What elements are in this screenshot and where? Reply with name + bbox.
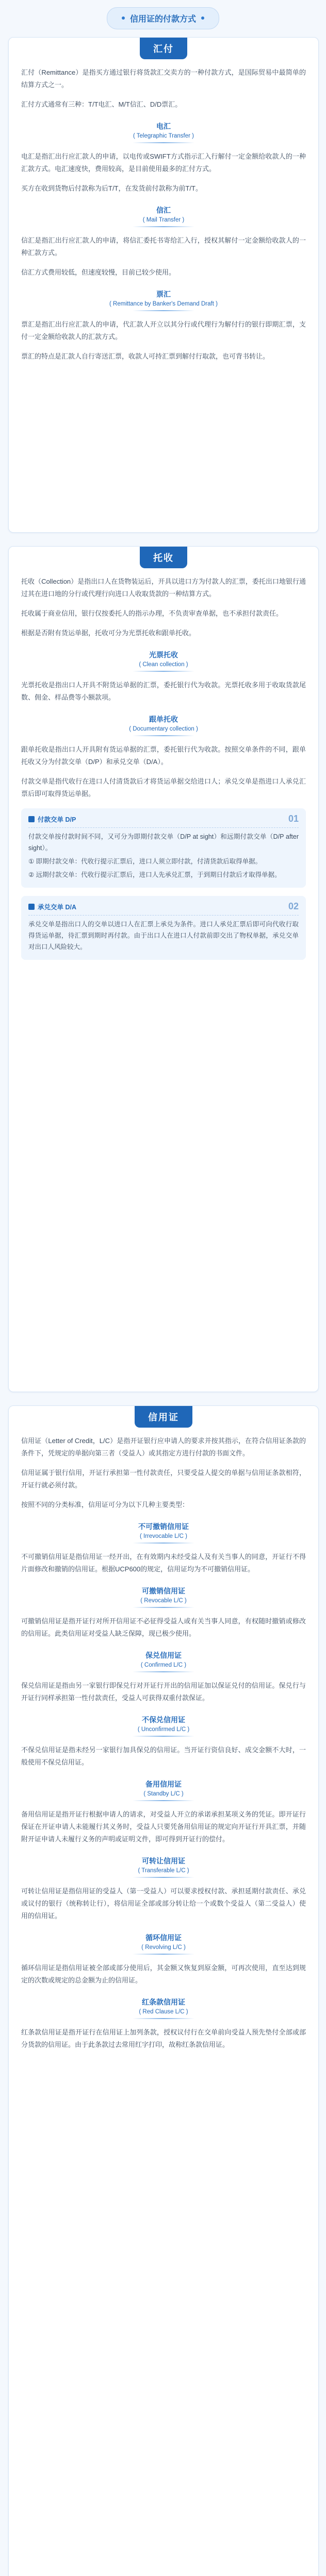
banner-title: 信用证的付款方式	[129, 14, 196, 24]
divider	[133, 1671, 194, 1672]
paragraph: 信汇方式费用较低，但速度较慢，目前已较少使用。	[21, 268, 176, 276]
note-card	[21, 808, 306, 888]
note-number: 02	[288, 901, 299, 911]
subheading-cn: 红条款信用证	[142, 1998, 185, 2006]
note-header	[28, 901, 299, 916]
subheading-cn: 保兑信用证	[145, 1651, 182, 1659]
subheading-en: ( Mail Transfer )	[142, 217, 185, 223]
subheading-cn: 不可撤销信用证	[138, 1522, 189, 1531]
note-text: ① 即期付款交单：代收行提示汇票后，进口人须立即付款，付清货款后取得单据。	[28, 858, 262, 865]
divider	[133, 1736, 194, 1737]
divider	[133, 310, 194, 311]
note-card	[21, 896, 306, 960]
square-icon	[28, 816, 35, 822]
paragraph: 跟单托收是指出口人开具附有货运单据的汇票，委托银行代为收款。按照交单条件的不同，跟单托收又分为付款交单（D/P）和承兑交单（D/A）。	[21, 745, 306, 766]
subheading-cn: 票汇	[156, 290, 171, 298]
divider	[133, 226, 194, 227]
subheading-cn: 不保兑信用证	[142, 1716, 185, 1724]
subheading	[9, 650, 318, 672]
subheading-en: ( Standby L/C )	[143, 1791, 184, 1797]
note-text: 付款交单按付款时间不同，又可分为即期付款交单（D/P at sight）和远期付款交单（D/P after sight）。	[28, 833, 299, 852]
subheading-en: ( Revocable L/C )	[140, 1598, 187, 1604]
divider	[133, 735, 194, 736]
subheading	[9, 1521, 318, 1544]
paragraph: 循环信用证是指信用证被全部或部分使用后，其金额又恢复到原金额，可再次使用，直至达到规定的次数或规定的总金额为止的信用证。	[21, 1964, 306, 1984]
section-collection	[8, 546, 319, 1392]
paragraph: 信用证（Letter of Credit，L/C）是指开证银行应申请人的要求并按其指示，在符合信用证条款的条件下，凭规定的单据向第三者（受益人）或其指定方进行付款的书面文件。	[21, 1437, 306, 1457]
paragraph: 票汇的特点是汇款人自行寄送汇票，收款人可持汇票到解付行取款，也可背书转让。	[21, 352, 270, 360]
subheading-en: ( Confirmed L/C )	[140, 1662, 187, 1668]
paragraph: 光票托收是指出口人开具不附货运单据的汇票，委托银行代为收款。光票托收多用于收取货款尾数、佣金、样品费等小额款项。	[21, 681, 306, 701]
subheading	[9, 1586, 318, 1608]
section-title: 信用证	[135, 1406, 192, 1428]
subheading-cn: 可转让信用证	[142, 1857, 185, 1865]
subheading-cn: 可撤销信用证	[142, 1587, 185, 1595]
note-header	[28, 814, 299, 828]
subheading-en: ( Remittance by Banker's Demand Draft )	[109, 301, 218, 307]
paragraph: 不保兑信用证是指未经另一家银行加具保兑的信用证。当开证行资信良好、成交金额不大时，一般使用不保兑信用证。	[21, 1746, 306, 1766]
paragraph: 托收（Collection）是指出口人在货物装运后，开具以进口方为付款人的汇票，委托出口地银行通过其在进口地的分行或代理行向进口人收取货款的一种结算方式。	[21, 578, 306, 598]
subheading	[9, 289, 318, 311]
divider	[133, 2018, 194, 2019]
subheading-en: ( Unconfirmed L/C )	[137, 1726, 190, 1733]
paragraph: 可撤销信用证是指开证行对所开信用证不必征得受益人或有关当事人同意，有权随时撤销或修改的信用证。此类信用证对受益人缺乏保障，现已极少使用。	[21, 1617, 306, 1637]
subheading	[9, 1715, 318, 1737]
section-title: 汇付	[140, 38, 187, 59]
divider	[133, 1877, 194, 1878]
subheading	[9, 1997, 318, 2019]
dot-icon	[201, 16, 204, 20]
paragraph: 汇付（Remittance）是指买方通过银行将货款汇交卖方的一种付款方式，是国际贸易中最简单的结算方式之一。	[21, 69, 306, 89]
divider	[133, 1543, 194, 1544]
paragraph: 买方在收到货物后付款称为后T/T，在发货前付款称为前T/T。	[21, 184, 202, 192]
subheading-en: ( Irrevocable L/C )	[139, 1533, 188, 1539]
subheading	[9, 1779, 318, 1801]
dot-icon	[122, 16, 125, 20]
subheading	[9, 1856, 318, 1878]
paragraph: 付款交单是指代收行在进口人付清货款后才将货运单据交给进口人；承兑交单是指进口人承兑汇票后即可取得货运单据。	[21, 777, 306, 798]
divider	[133, 1800, 194, 1801]
paragraph: 备用信用证是指开证行根据申请人的请求，对受益人开立的承诺承担某项义务的凭证。即开证行保证在开证申请人未能履行其义务时，受益人只要凭备用信用证的规定向开证行开具汇票，并随附开证申请人未履行义务的声明或证明文件，即可得到开证行的偿付。	[21, 1810, 306, 1843]
subheading	[9, 714, 318, 736]
paragraph: 红条款信用证是指开证行在信用证上加列条款，授权议付行在交单前向受益人预先垫付全部或部分货款的信用证。由于此条款过去常用红字打印，故称红条款信用证。	[21, 2028, 306, 2048]
paragraph: 根据是否附有货运单据，托收可分为光票托收和跟单托收。	[21, 629, 196, 637]
note-number: 01	[288, 814, 299, 824]
subheading-cn: 光票托收	[149, 651, 178, 659]
subheading-cn: 电汇	[156, 122, 171, 130]
note-text: ② 远期付款交单：代收行提示汇票后，进口人先承兑汇票，于到期日付款后才取得单据。	[28, 871, 281, 878]
paragraph: 不可撤销信用证是指信用证一经开出，在有效期内未经受益人及有关当事人的同意，开证行不得片面修改和撤销的信用证。根据UCP600的规定，信用证均为不可撤销信用证。	[21, 1553, 306, 1573]
square-icon	[28, 904, 35, 910]
note-label-text: 承兑交单 D/A	[38, 903, 77, 911]
note-text: 承兑交单是指出口人的交单以进口人在汇票上承兑为条件。进口人承兑汇票后即可向代收行取得货运单据，待汇票到期时再付款。由于出口人在进口人付款前即交出了物权单据，承兑交单对出口人风险较大。	[28, 921, 299, 951]
header-banner	[0, 4, 326, 32]
subheading-en: ( Transferable L/C )	[138, 1868, 189, 1874]
subheading-en: ( Red Clause L/C )	[139, 2009, 188, 2015]
subheading	[9, 121, 318, 143]
divider	[133, 671, 194, 672]
paragraph: 保兑信用证是指由另一家银行即保兑行对开证行开出的信用证加以保证兑付的信用证。保兑行与开证行同样承担第一性付款责任，受益人可获得双重付款保证。	[21, 1682, 306, 1702]
paragraph: 汇付方式通常有三种：T/T电汇、M/T信汇、D/D票汇。	[21, 100, 182, 108]
section-remittance	[8, 37, 319, 533]
divider	[133, 142, 194, 143]
note-label	[28, 815, 76, 824]
divider	[133, 1954, 194, 1955]
paragraph: 按照不同的分类标准，信用证可分为以下几种主要类型：	[21, 1501, 189, 1509]
subheading-en: ( Documentary collection )	[129, 726, 198, 732]
subheading-cn: 备用信用证	[145, 1780, 182, 1788]
paragraph: 可转让信用证是指信用证的受益人（第一受益人）可以要求授权付款、承担延期付款责任、承兑或议付的银行（统称转让行），将信用证全部或部分转让给一个或数个受益人（第二受益人）使用的信用证。	[21, 1887, 306, 1920]
paragraph: 票汇是指汇出行应汇款人的申请，代汇款人开立以其分行或代理行为解付行的银行即期汇票，支付一定金额给收款人的汇款方式。	[21, 320, 306, 341]
paragraph: 信汇是指汇出行应汇款人的申请，将信汇委托书寄给汇入行，授权其解付一定金额给收款人的一种汇款方式。	[21, 236, 306, 257]
subheading-en: ( Clean collection )	[139, 662, 188, 668]
paragraph: 电汇是指汇出行应汇款人的申请，以电传或SWIFT方式指示汇入行解付一定金额给收款人的一种汇款方式。电汇速度快，费用较高，是目前使用最多的汇付方式。	[21, 152, 306, 173]
subheading	[9, 1650, 318, 1672]
paragraph: 信用证属于银行信用，开证行承担第一性付款责任，只要受益人提交的单据与信用证条款相符，开证行就必须付款。	[21, 1469, 306, 1489]
section-letter-of-credit	[8, 1405, 319, 2576]
note-label-text: 付款交单 D/P	[38, 816, 76, 823]
banner-pill	[107, 7, 219, 29]
subheading-cn: 循环信用证	[145, 1934, 182, 1942]
subheading	[9, 205, 318, 227]
subheading	[9, 1933, 318, 1955]
section-title: 托收	[140, 547, 187, 568]
subheading-cn: 信汇	[156, 206, 171, 214]
note-label	[28, 902, 76, 911]
subheading-en: ( Revolving L/C )	[141, 1944, 186, 1951]
subheading-cn: 跟单托收	[149, 715, 178, 723]
paragraph: 托收属于商业信用，银行仅按委托人的指示办理，不负责审查单据，也不承担付款责任。	[21, 609, 283, 617]
subheading-en: ( Telegraphic Transfer )	[133, 133, 194, 139]
divider	[133, 1607, 194, 1608]
